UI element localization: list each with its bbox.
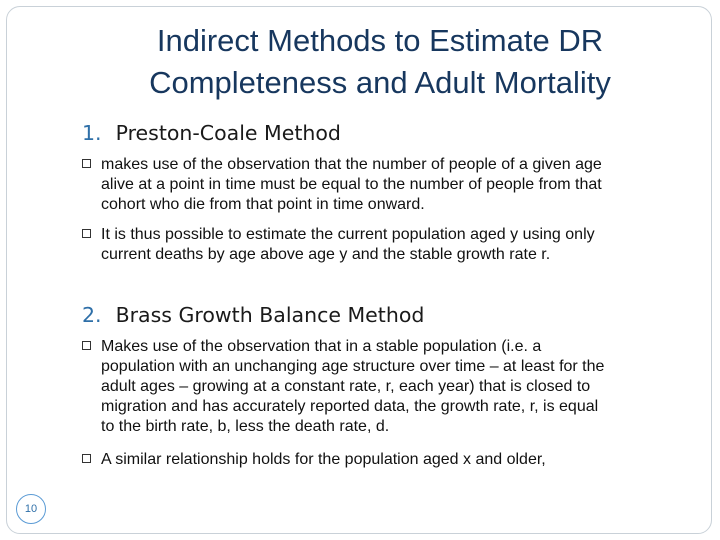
bullet-line: population with an unchanging age structure over time – at least for the — [101, 358, 605, 375]
bullet-line: A similar relationship holds for the population aged x and older, — [101, 451, 546, 468]
section-heading-label: Preston-Coale Method — [115, 121, 341, 145]
title-line-1: Indirect Methods to Estimate DR — [156, 23, 604, 58]
bullet-line: current deaths by age above age y and the stable growth rate r. — [101, 246, 551, 263]
title-line-2: Completeness and Adult Mortality — [149, 65, 611, 100]
section-heading-label: Brass Growth Balance Method — [115, 303, 425, 327]
bullet-line: Makes use of the observation that in a stable population (i.e. a — [101, 338, 542, 355]
checkbox-bullet-icon — [82, 341, 91, 350]
page-number-badge: 10 — [16, 494, 46, 524]
section-heading-brass-growth — [82, 303, 424, 327]
checkbox-bullet-icon — [82, 454, 91, 463]
bullet-line: cohort who die from that point in time onward. — [101, 196, 425, 213]
bullet-line: to the birth rate, b, less the death rate, d. — [101, 418, 390, 435]
bullet-line: makes use of the observation that the number of people of a given age — [101, 156, 602, 173]
checkbox-bullet-icon — [82, 229, 91, 238]
bullet-line: adult ages – growing at a constant rate, r, each year) that is closed to — [101, 378, 591, 395]
section-number: 1. — [82, 121, 102, 145]
slide-title — [0, 20, 720, 104]
bullet-line: It is thus possible to estimate the current population aged y using only — [101, 226, 595, 243]
section-number: 2. — [82, 303, 102, 327]
section-heading-preston-coale — [82, 121, 341, 145]
checkbox-bullet-icon — [82, 159, 91, 168]
bullet-line: migration and has accurately reported data, the growth rate, r, is equal — [101, 398, 599, 415]
bullet-line: alive at a point in time must be equal to the number of people from that — [101, 176, 602, 193]
